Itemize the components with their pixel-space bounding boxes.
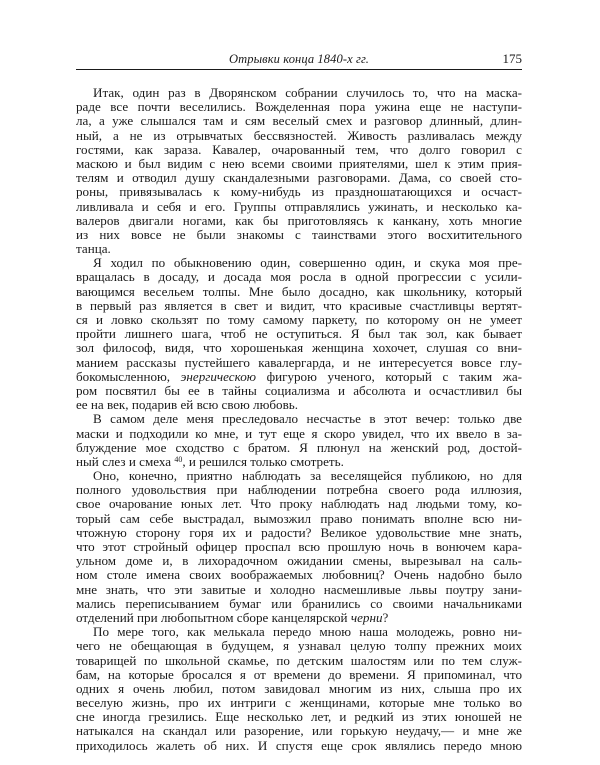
text-line: что этот стройный офицер проспал всю прошлую ночь в вонючем кара- (76, 539, 522, 554)
italic-emphasis: черни (350, 609, 383, 625)
text-line: товарищей по школьной скамье, по детским шалостям или по тем служ- (76, 652, 522, 668)
italic-emphasis: энергическою (180, 368, 257, 384)
text-line: ла, а уже слышался там и сям веселый смех и разговор длинный, длин- (76, 113, 522, 129)
text-line: вращалась в досаду, и досада моя росла в одной прогрессии с усили- (76, 269, 522, 285)
paragraph (76, 86, 522, 256)
text-line: ульном доме и, в лихорадочном ожидании смены, вырезывал на саль- (76, 553, 522, 569)
text-line: маски и подходили ко мне, и тут еще я скоро увидел, что их ввело в за- (76, 425, 522, 441)
body-text (76, 86, 522, 753)
text-line: блуждение мое сходство с братом. Я плюнул на женский род, достой- (76, 439, 522, 455)
text-line: из них вовсе не были знакомы с таинствами этого восхитительного (76, 226, 522, 242)
text-line: веселую жизнь, про их интриги с женщинами, которые мне только во (76, 695, 522, 711)
paragraph (76, 469, 522, 625)
paragraph (76, 412, 522, 469)
text-line: бам, на которые бросался я от времени до времени. Я припоминал, что (76, 666, 522, 682)
text-line: ром посвятил бы ее в тайны социализма и абсолюта и осчастливил бы (76, 382, 522, 398)
text-line: По мере того, как мелькала передо мною наша молодежь, ровно ни- (93, 624, 522, 640)
text-line: зол философ, видя, что хорошенькая женщина хохочет, слушая со вни- (76, 340, 522, 356)
text-line: валеров двигали ногами, как бы приготовляясь к канкану, хоть многие (76, 212, 522, 228)
text-line: гостями, как зараза. Кавалер, очарованный тем, что долго говорил с (76, 141, 522, 157)
text-line: пройти лишнего шага, чтоб не оступиться. Я был так зол, как бывает (76, 326, 522, 342)
text-line: ливливала и себя и его. Группы отправлялись ужинать, и несколько ка- (76, 198, 522, 214)
text-line: сне иногда грезились. Еще несколько лет, и редкий из этих юношей не (76, 709, 522, 725)
text-line: торый сам себе выстрадал, вымозжил право понимать вполне всю ни- (76, 510, 522, 526)
text-line: танца. (76, 241, 111, 257)
header-rule (76, 69, 522, 70)
text-line: полного удовольствия при наблюдении потребна своего рода иллюзия, (76, 482, 522, 498)
text-line: ном столе имена своих воображаемых любовниц? Очень надобно было (76, 567, 522, 583)
text-line: одних я очень любил, потом завидовал многим из них, слыша про их (76, 680, 522, 696)
text-line: вающимся весельем толпы. Мне было досадно, как школьнику, который (76, 283, 522, 299)
text-line: чего не обещающая в будущем, я узнавал целую толпу прежних моих (76, 638, 522, 654)
text-line: ный слез и смеха $^{40}$, и решился только смотреть. (76, 453, 344, 469)
text-line: в первый раз является в свет и видит, что красивые счастливцы вертят- (76, 297, 522, 313)
text-line: Я ходил по обыкновению один, совершенно один, и скука моя пре- (93, 255, 522, 271)
text-line: Итак, один раз в Дворянском собрании случилось то, что на маска- (93, 85, 522, 100)
text-line: бокомысленною, энергическою фигурою ученого, который с таким жа- (76, 368, 522, 384)
text-line: роны, привязывалась к кому-нибудь из праздношатающихся и осчаст- (76, 184, 522, 200)
text-line: натыкался на скандал или разорение, или горькую неудачу,— и мне же (76, 723, 522, 739)
text-line: Оно, конечно, приятно наблюдать за веселящейся публикою, но для (93, 468, 522, 484)
running-title: Отрывки конца 1840-х гг. (229, 52, 369, 66)
text-line: телям и отводил душу скандалезными разговорами. Дама, со своей сто- (76, 170, 522, 186)
text-line: раде все почти веселились. Вожделенная пора ужина еще не наступи- (76, 99, 522, 115)
text-line: ее на век, подарив ей всю свою любовь. (76, 397, 298, 413)
text-line: отделений при любопытном сборе канцелярской черни? (76, 609, 389, 625)
text-line: ся и ловко скользят по тому самому паркету, по которому он не умеет (76, 312, 522, 327)
text-line: ный, а не из отрывчатых бессвязностей. Живость разливалась между (76, 127, 522, 143)
text-line: В самом деле меня преследовало несчастье в этот вечер: только две (93, 411, 522, 427)
paragraph (76, 625, 522, 753)
page-number: 175 (502, 51, 522, 66)
text-line: приходилось жалеть об них. И спустя еще срок являлись передо мною (76, 737, 522, 753)
text-line: манием рассказы пустейшего кавалергарда, и не интересуется вовсе глу- (76, 354, 522, 370)
running-head (76, 51, 522, 67)
text-line: чтожную сторону горя их и радости? Великое удовольствие мне знать, (76, 524, 522, 540)
footnote-reference[interactable]: 40 (174, 454, 183, 464)
text-line: свое очарование юных лет. Что проку наблюдать над людьми тому, ко- (76, 496, 522, 512)
text-line: маскою и был видим с нею всеми своими приятелями, шел к этим прия- (76, 155, 522, 171)
text-line: мне знать, что эти завитые и холодно насмешливые львы поутру зани- (76, 581, 522, 597)
paragraph (76, 256, 522, 412)
text-line: мались переписыванием бумаг или бранились со своими начальниками (76, 595, 522, 611)
